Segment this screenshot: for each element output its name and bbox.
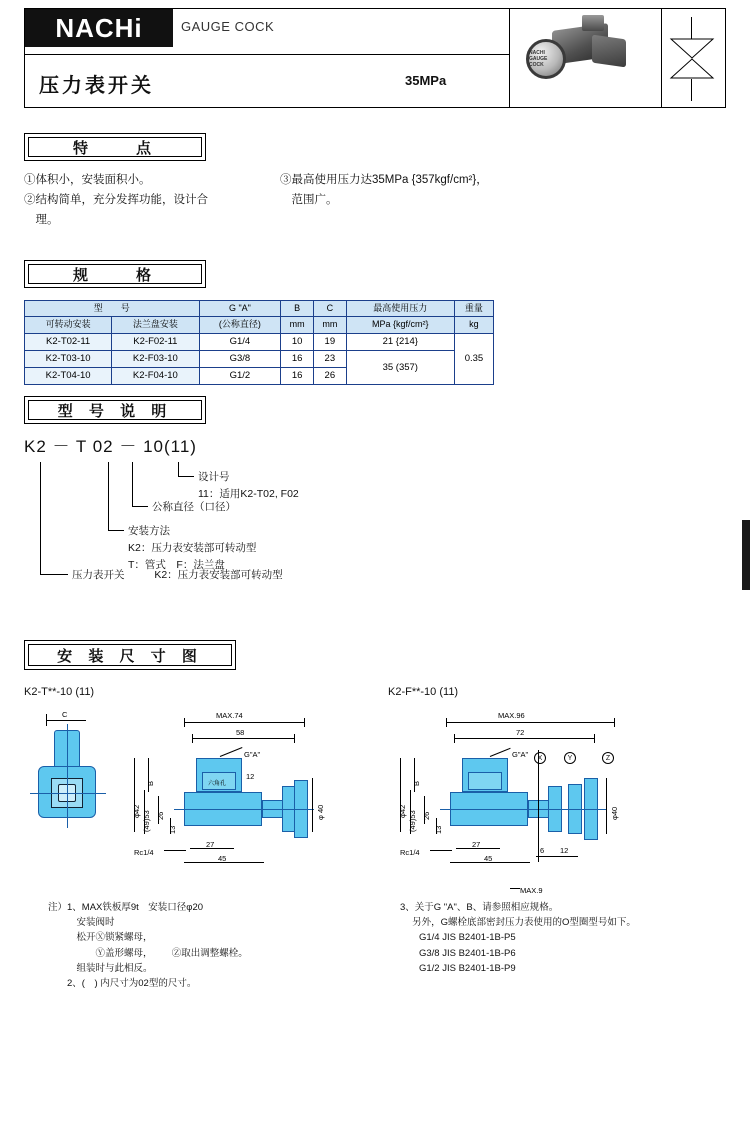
dim-label-4953-right: (49)53 xyxy=(408,810,417,832)
section-title-spec xyxy=(24,260,206,288)
dim-label-max96: MAX.96 xyxy=(498,711,525,720)
model-label-design-title: 设计号 xyxy=(198,471,230,483)
dim-label-max9: MAX.9 xyxy=(520,886,543,895)
dimension-caption-left: K2-T**-10 (11) xyxy=(24,686,95,698)
note-left-2: 安装阀时 xyxy=(48,917,115,929)
dim-label-phi42-left: φ42 xyxy=(132,804,141,818)
note-right-3: G1/4 JIS B2401-1B-P5 xyxy=(400,932,516,944)
dim-tick-a xyxy=(184,718,185,727)
spec-head-g: G "A" xyxy=(199,301,281,317)
cell-model-flg-1: K2-F02-11 xyxy=(112,333,199,350)
dim-label-6: 6 xyxy=(540,846,545,855)
cell-model-rot-3: K2-T04-10 xyxy=(25,367,112,384)
dimension-caption-right: K2-F**-10 (11) xyxy=(388,686,459,698)
table-row xyxy=(25,350,494,367)
dim-line-phi42 xyxy=(134,758,135,832)
cell-g-1: G1/4 xyxy=(199,333,281,350)
cell-c-2: 23 xyxy=(313,350,346,367)
model-label-bore-title: 公称直径（口径） xyxy=(152,501,236,513)
notes-left xyxy=(48,900,348,991)
note-left-3: 松开Ⓧ锁紧螺母， xyxy=(48,932,153,944)
section-title-spec-text: 规 格 xyxy=(72,266,157,284)
model-code-string: K2 － T 02 － 10(11) xyxy=(24,437,197,456)
symbol-triangles-icon xyxy=(662,38,724,80)
dim-line-max96 xyxy=(446,722,614,723)
dim-label-phi40-right: φ40 xyxy=(610,806,619,820)
header-pressure-rating: 35MPa xyxy=(405,73,447,88)
feature-item-2: ②结构简单，充分发挥功能，设计合 xyxy=(24,194,208,207)
cell-c-1: 19 xyxy=(313,333,346,350)
dim-label-b-left: B xyxy=(146,780,155,786)
cell-g-3: G1/2 xyxy=(199,367,281,384)
dim-label-13-right: 13 xyxy=(434,825,443,834)
dim-label-27-right: 27 xyxy=(472,840,481,849)
note-left-6: 2、( ) 内尺寸为02型的尺寸。 xyxy=(48,977,197,989)
cell-b-1: 10 xyxy=(281,333,314,350)
note-right-5: G1/2 JIS B2401-1B-P9 xyxy=(400,962,516,974)
cell-b-3: 16 xyxy=(281,367,314,384)
cell-model-flg-3: K2-F04-10 xyxy=(112,367,199,384)
dim-label-12-right: 12 xyxy=(560,846,569,855)
table-row xyxy=(25,333,494,350)
model-label-mount-detail2: T：管式 F：法兰盘 xyxy=(128,558,225,571)
note-right-1: 3、关于G "A"、B、请参照相应规格。 xyxy=(400,902,559,913)
dim-label-13-left: 13 xyxy=(168,825,177,834)
spec-head-c-sub: mm xyxy=(313,317,346,333)
note-right-4: G3/8 JIS B2401-1B-P6 xyxy=(400,947,516,959)
feature-item-3-cont: 范围广。 xyxy=(280,194,338,207)
feature-item-1: ①体积小，安装面积小。 xyxy=(24,174,151,186)
dim-label-phi42-right: φ42 xyxy=(398,804,407,818)
note-left-4 xyxy=(48,946,348,961)
model-label-design xyxy=(198,469,299,503)
dim-label-ga-left: G"A" xyxy=(244,750,261,759)
dimension-drawing-right xyxy=(388,700,718,895)
dim-line-phi42-right xyxy=(400,758,401,832)
note-left-1: 注）1、MAX铁板厚9t 安装口径φ20 xyxy=(48,902,204,913)
leader-vert-4 xyxy=(40,462,41,574)
leader-rc-left xyxy=(164,850,186,851)
model-label-series xyxy=(72,567,283,584)
cell-b-2: 16 xyxy=(281,350,314,367)
cell-p-1: 21 {214} xyxy=(346,333,454,350)
spec-head-row-2 xyxy=(25,317,494,333)
model-label-series-title: 压力表开关 xyxy=(72,569,125,581)
note-left-4-text: Ⓨ盖形螺母， xyxy=(48,947,153,959)
model-label-series-detail: K2：压力表安装部可转动型 xyxy=(154,569,283,581)
dim-line-b-left xyxy=(148,758,149,792)
dim-label-c-left: C xyxy=(62,710,68,719)
header-english-title: GAUGE COCK xyxy=(181,19,275,34)
dim-tick-r-b xyxy=(614,718,615,727)
section-title-features-text: 特 点 xyxy=(72,139,157,157)
photo-valve-arm xyxy=(592,35,626,68)
right-centerline xyxy=(440,809,606,810)
dim-tick-b xyxy=(304,718,305,727)
model-label-mount-title: 安装方法 xyxy=(128,525,170,537)
right-gauge-port-inner xyxy=(468,772,502,790)
cell-model-flg-2: K2-F03-10 xyxy=(112,350,199,367)
leader-vert-2 xyxy=(132,462,133,506)
features-left-column xyxy=(24,170,274,230)
cell-model-rot-1: K2-T02-11 xyxy=(25,333,112,350)
dim-label-b-right: B xyxy=(412,780,421,786)
header-chinese-title: 压力表开关 xyxy=(39,75,154,97)
symbol-line-top xyxy=(691,17,692,39)
page-header xyxy=(24,8,726,108)
leader-max9 xyxy=(510,888,520,889)
dim-line-b-right xyxy=(414,758,415,792)
dim-line-phi40-right xyxy=(606,778,607,834)
model-label-mount xyxy=(128,523,256,573)
dim-label-rc-right: Rc1/4 xyxy=(400,848,420,857)
spec-head-b: B xyxy=(281,301,314,317)
cell-g-2: G3/8 xyxy=(199,350,281,367)
section-title-model-text: 型 号 说 明 xyxy=(57,402,173,420)
hydraulic-symbol xyxy=(662,9,725,107)
leader-vert-3 xyxy=(108,462,109,530)
dim-label-hex-left: 六角孔 xyxy=(208,781,227,787)
logo-text: NACHi xyxy=(55,12,143,43)
dim-tick-d xyxy=(294,734,295,743)
photo-dial-icon xyxy=(526,39,566,79)
model-label-bore xyxy=(152,499,236,516)
model-label-design-detail: 11：适用K2-T02, F02 xyxy=(198,487,299,500)
spec-head-rotatable: 可转动安装 xyxy=(25,317,112,333)
left-view-centerline-h xyxy=(30,793,106,794)
cell-weight: 0.35 xyxy=(454,333,493,384)
cell-c-3: 26 xyxy=(313,367,346,384)
spec-head-pressure: 最高使用压力 xyxy=(346,301,454,317)
symbol-line-bottom xyxy=(691,79,692,101)
section-title-model xyxy=(24,396,206,424)
cell-model-rot-2: K2-T03-10 xyxy=(25,350,112,367)
dim-tick-r-a xyxy=(446,718,447,727)
section-title-features xyxy=(24,133,206,161)
notes-right xyxy=(400,900,730,976)
spec-head-model: 型 号 xyxy=(25,301,200,317)
dim-label-58: 58 xyxy=(236,728,245,737)
dim-line-c xyxy=(46,720,86,721)
cell-p-2: 35 (357) xyxy=(346,350,454,384)
section-title-dimensions xyxy=(24,640,236,670)
dim-tick-r-d xyxy=(594,734,595,743)
leader-rc-right xyxy=(430,850,452,851)
dim-label-4953-left: (49)53 xyxy=(142,810,151,832)
dim-label-12-left: 12 xyxy=(246,772,255,781)
dim-line-72 xyxy=(454,738,594,739)
leader-ga-right xyxy=(490,748,511,757)
note-left-5: 组装时与此相反。 xyxy=(48,962,153,974)
dim-label-ga-right: G"A" xyxy=(512,750,529,759)
spec-head-row-1 xyxy=(25,301,494,317)
spec-table-head xyxy=(25,301,494,334)
features-right-column xyxy=(280,170,540,210)
note-right-2: 另外，G螺栓底部密封压力表使用的O型圈型号如下。 xyxy=(400,917,636,929)
header-divider xyxy=(25,54,510,55)
dim-label-rc-left: Rc1/4 xyxy=(134,848,154,857)
photo-valve-nut xyxy=(582,15,604,31)
dim-label-max74: MAX.74 xyxy=(216,711,243,720)
dim-label-26-right: 26 xyxy=(422,811,431,820)
leader-vert-1 xyxy=(178,462,179,476)
spec-head-pressure-sub: MPa {kgf/cm²} xyxy=(346,317,454,333)
dim-line-max74 xyxy=(184,722,304,723)
dim-tick-r-c xyxy=(454,734,455,743)
dim-label-72: 72 xyxy=(516,728,525,737)
spec-head-flange: 法兰盘安装 xyxy=(112,317,199,333)
note-left-extra: Ⓩ取出调整螺栓。 xyxy=(171,947,248,959)
feature-item-3: ③最高使用压力达35MPa {357kgf/cm²}， xyxy=(280,174,488,186)
dim-label-phi40-left: φ 40 xyxy=(316,804,325,820)
spec-table-body xyxy=(25,333,494,384)
spec-head-g-sub: (公称直径) xyxy=(199,317,281,333)
dim-label-45-left: 45 xyxy=(218,854,227,863)
spec-head-weight-sub: kg xyxy=(454,317,493,333)
spec-head-b-sub: mm xyxy=(281,317,314,333)
right-flange-plate-line xyxy=(538,750,539,862)
dim-label-27-left: 27 xyxy=(206,840,215,849)
page-edge-marker xyxy=(742,520,750,590)
leader-horz-1 xyxy=(178,476,194,477)
model-label-mount-detail: K2：压力表安装部可转动型 xyxy=(128,541,257,554)
mark-x-circle: X xyxy=(534,752,546,764)
dimension-drawing-left xyxy=(24,700,344,880)
leader-horz-2 xyxy=(132,506,148,507)
dim-line-phi40-left xyxy=(312,778,313,832)
header-title-block xyxy=(25,9,510,107)
dim-line-6-12 xyxy=(536,856,578,857)
dim-tick-c xyxy=(192,734,193,743)
leader-horz-4 xyxy=(40,574,68,575)
nachi-logo xyxy=(25,9,173,47)
feature-item-2-cont: 理。 xyxy=(24,214,59,227)
dim-label-45-right: 45 xyxy=(484,854,493,863)
dim-line-58 xyxy=(192,738,294,739)
leader-horz-3 xyxy=(108,530,124,531)
leader-ga-left xyxy=(220,747,243,757)
left-view-centerline-v xyxy=(67,724,68,828)
product-photo xyxy=(510,9,662,107)
left-centerline xyxy=(174,809,314,810)
specification-table xyxy=(24,300,494,385)
spec-head-weight: 重量 xyxy=(454,301,493,317)
mark-y-circle: Y xyxy=(564,752,576,764)
photo-dial-label: NACHI GAUGE COCK xyxy=(529,50,548,68)
mark-z-circle: Z xyxy=(602,752,614,764)
dim-label-26-left: 26 xyxy=(156,811,165,820)
spec-head-c: C xyxy=(313,301,346,317)
section-title-dimensions-text: 安 装 尺 寸 图 xyxy=(57,647,203,665)
